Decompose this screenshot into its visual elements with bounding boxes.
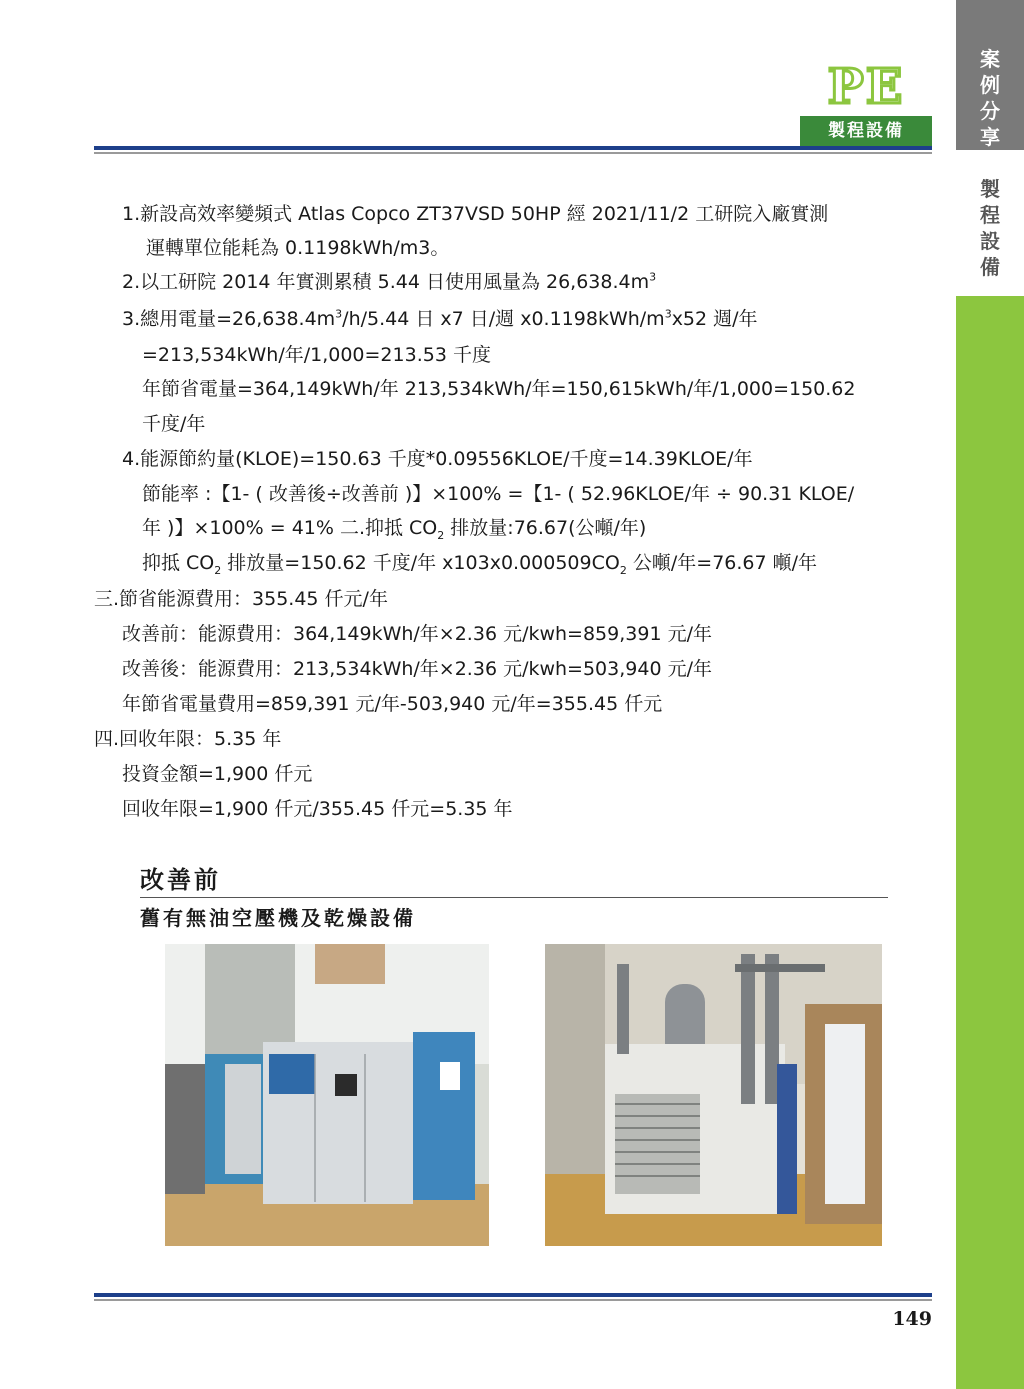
text-line (142, 515, 646, 541)
superscript: 3 (649, 270, 657, 284)
compressor-photo (165, 944, 489, 1246)
text-line: 4.能源節約量(KLOE)=150.63 千度*0.09556KLOE/千度=14.39KLOE/年 (122, 448, 753, 470)
text-line: =213,534kWh/年/1,000=213.53 千度 (142, 344, 491, 366)
chapter-char: 分 (980, 99, 1000, 123)
footer-rule-thick (94, 1293, 932, 1297)
text-line (122, 306, 758, 332)
text-line: 回收年限=1,900 仟元/355.45 仟元=5.35 年 (122, 798, 513, 820)
text-line: 年節省電量=364,149kWh/年 213,534kWh/年=150,615kWh/年/1,000=150.62 (142, 378, 856, 400)
section-char: 設 (980, 229, 1000, 253)
section-label: 製程設備 (800, 116, 932, 146)
text-span: 2.以工研院 2014 年實測累積 5.44 日使用風量為 26,638.4m (122, 271, 650, 293)
section-tab (956, 150, 1024, 296)
text-line: 節能率 :【1- ( 改善後÷改善前 )】×100% =【1- ( 52.96KLOE/年 ÷ 90.31 KLOE/ (142, 483, 855, 505)
text-span: 排放量:76.67(公噸/年) (444, 517, 647, 539)
dryer-photo-illustration (545, 944, 882, 1246)
header-rule-thin (94, 152, 932, 154)
superscript: 3 (664, 307, 672, 321)
text-span: 公噸/年=76.67 噸/年 (626, 552, 818, 574)
text-span: 排放量=150.62 千度/年 x103x0.000509CO (221, 552, 620, 574)
text-span: /h/5.44 日 x7 日/週 x0.1198kWh/m (342, 308, 665, 330)
subscript: 2 (437, 528, 445, 542)
compressor-photo-illustration (165, 944, 489, 1246)
chapter-char: 例 (980, 73, 1000, 97)
text-line: 四.回收年限：5.35 年 (94, 728, 282, 750)
subscript: 2 (619, 563, 627, 577)
text-line: 三.節省能源費用：355.45 仟元/年 (94, 588, 388, 610)
text-span: 抑抵 CO (142, 552, 215, 574)
section-logo (800, 59, 932, 146)
side-tab (956, 0, 1024, 1389)
section-char: 製 (980, 177, 1000, 201)
chapter-char: 享 (980, 125, 1000, 149)
header-rule-thick (94, 146, 932, 150)
figure-subtitle: 舊有無油空壓機及乾燥設備 (140, 906, 416, 930)
chapter-char: 案 (980, 47, 1000, 71)
text-line: 改善前：能源費用：364,149kWh/年×2.36 元/kwh=859,391 元/年 (122, 623, 712, 645)
section-char: 程 (980, 203, 1000, 227)
page-number: 149 (892, 1308, 932, 1330)
text-span: x52 週/年 (671, 308, 758, 330)
text-line: 運轉單位能耗為 0.1198kWh/m3。 (146, 237, 450, 259)
figure-rule (140, 897, 888, 898)
section-char: 備 (980, 255, 1000, 279)
subscript: 2 (214, 563, 222, 577)
figure-title: 改善前 (140, 865, 221, 894)
chapter-tab (956, 0, 1024, 296)
text-line: 年節省電量費用=859,391 元/年-503,940 元/年=355.45 仟元 (122, 693, 663, 715)
text-line (142, 550, 817, 576)
dryer-photo (545, 944, 882, 1246)
logo-pe-text: PE (827, 59, 905, 115)
text-line: 1.新設高效率變頻式 Atlas Copco ZT37VSD 50HP 經 2021/11/2 工研院入廠實測 (122, 203, 829, 225)
text-line (122, 269, 656, 295)
text-line: 千度/年 (142, 413, 206, 435)
footer-rule-thin (94, 1299, 932, 1301)
text-span: 3.總用電量=26,638.4m (122, 308, 336, 330)
text-span: 年 )】×100% = 41% 二.抑抵 CO (142, 517, 438, 539)
text-line: 投資金額=1,900 仟元 (122, 763, 313, 785)
text-line: 改善後：能源費用：213,534kWh/年×2.36 元/kwh=503,940 元/年 (122, 658, 712, 680)
superscript: 3 (335, 307, 343, 321)
